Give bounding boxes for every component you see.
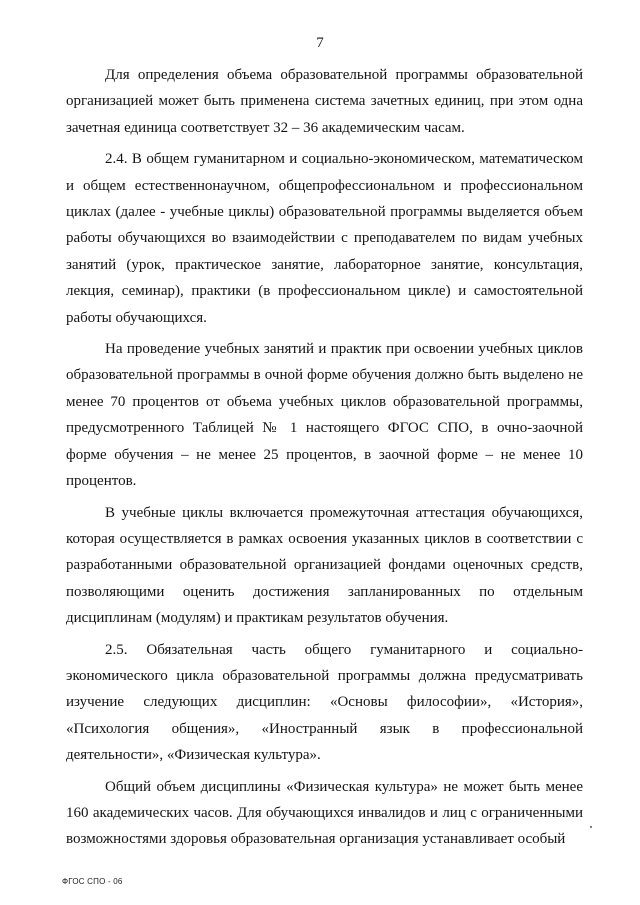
paragraph-credit-units: Для определения объема образовательной программы образовательной организацией может быть применена система зачетных единиц, при этом одна зачетная единица соответствует 32 – 36 академическим часам. bbox=[66, 67, 583, 136]
paragraph-physical-culture: Общий объем дисциплины «Физическая культура» не может быть менее 160 академических часов. Для обучающихся инвалидов и лиц с ограниченными возможностями здоровья образовательная организация устанавливает особый bbox=[66, 778, 583, 848]
paragraph-contact-hours: На проведение учебных занятий и практик при освоении учебных циклов образовательной программы в очной форме обучения должно быть выделено не менее 70 процентов от объема учебных циклов образовательной программы, предусмотренного Таблицей № 1 настоящего ФГОС СПО, в очно-заочной форме обучения – не менее 25 процентов, в заочной форме – не менее 10 процентов. bbox=[66, 341, 583, 490]
footer-code: ФГОС СПО - 06 bbox=[62, 877, 123, 886]
document-body bbox=[66, 62, 583, 853]
page-number: 7 bbox=[316, 35, 324, 51]
paragraph-2-4: 2.4. В общем гуманитарном и социально-экономическом, математическом и общем естественнонаучном, общепрофессиональном и профессиональном циклах (далее - учебные циклы) образовательной программы выделяется объем работы обучающихся во взаимодействии с преподавателем по видам учебных занятий (урок, практическое занятие, лабораторное занятие, консультация, лекция, семинар), практики (в профессиональном цикле) и самостоятельной работы обучающихся. bbox=[66, 151, 583, 326]
margin-mark bbox=[590, 826, 592, 828]
paragraph-intermediate-assessment: В учебные циклы включается промежуточная аттестация обучающихся, которая осуществляется в рамках освоения указанных циклов в соответствии с разработанными образовательной организацией фондами оценочных средств, позволяющими оценить достижения запланированных по отдельным дисциплинам (модулям) и практикам результатов обучения. bbox=[66, 504, 583, 627]
paragraph-2-5: 2.5. Обязательная часть общего гуманитарного и социально-экономического цикла образовательной программы должна предусматривать изучение следующих дисциплин: «Основы философии», «История», «Психология общения», «Иностранный язык в профессиональной деятельности», «Физическая культура». bbox=[66, 641, 583, 764]
